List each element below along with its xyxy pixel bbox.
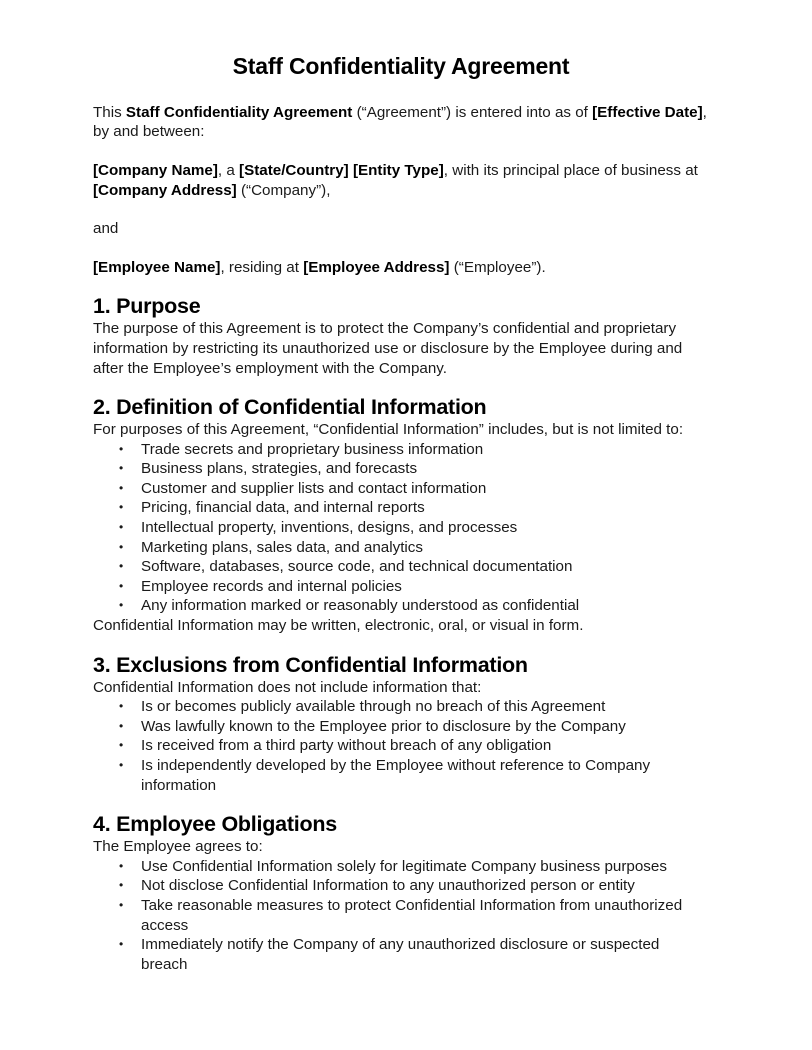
section-heading: 1. Purpose (93, 294, 201, 319)
list-item (93, 717, 709, 737)
intro-prefix: This (93, 103, 126, 121)
list-item-text: Not disclose Confidential Information to any unauthorized person or entity (141, 877, 635, 895)
company-name-placeholder: [Company Name] (93, 161, 218, 179)
section-closing: Confidential Information may be written, electronic, oral, or visual in form. (93, 617, 584, 635)
spacer (93, 142, 709, 161)
bullet-icon: • (119, 699, 124, 714)
list-item (93, 736, 709, 756)
intro-mid: (“Agreement”) is entered into as of (352, 103, 593, 121)
section-body: For purposes of this Agreement, “Confidential Information” includes, but is not limited to: (93, 421, 684, 439)
spacer (93, 239, 709, 258)
list-item (93, 697, 709, 717)
intro-agreement-name: Staff Confidentiality Agreement (125, 103, 353, 121)
list-item-text: Marketing plans, sales data, and analytics (141, 538, 423, 556)
bullet-icon: • (119, 758, 124, 772)
bullet-icon: • (119, 738, 124, 753)
conjunction-line: and (93, 220, 119, 238)
bullet-icon: • (119, 878, 124, 893)
company-mid-1: , a (217, 161, 240, 179)
list-item-text: Immediately notify the Company of any unauthorized disclosure or suspected breach (141, 936, 660, 973)
bullet-icon: • (119, 578, 124, 593)
section-heading: 2. Definition of Confidential Information (93, 395, 487, 420)
bullet-icon: • (119, 520, 124, 535)
spacer (93, 81, 709, 103)
bullet-icon: • (119, 480, 124, 495)
employee-name-placeholder: [Employee Name] (93, 258, 221, 276)
section-heading: 3. Exclusions from Confidential Information (93, 652, 528, 677)
spacer (93, 378, 709, 395)
bullet-list (93, 857, 709, 975)
list-item-text: Was lawfully known to the Employee prior to disclosure by the Company (141, 717, 626, 735)
list-item-text: Pricing, financial data, and internal reports (141, 499, 425, 517)
list-item-text: Is independently developed by the Employee without reference to Company information (141, 757, 651, 794)
intro-effective-date: [Effective Date] (592, 103, 703, 121)
section-purpose (93, 294, 709, 378)
intro-suffix: , by and between: (93, 103, 707, 141)
spacer (93, 200, 709, 219)
list-item (93, 498, 709, 518)
section-body: Confidential Information does not include information that: (93, 678, 482, 696)
bullet-icon: • (119, 937, 124, 952)
spacer (93, 795, 709, 812)
list-item-text: Software, databases, source code, and technical documentation (141, 558, 573, 576)
list-item (93, 756, 709, 795)
company-party-paragraph (93, 161, 709, 200)
bullet-icon: • (119, 500, 124, 515)
section-heading: 4. Employee Obligations (93, 812, 337, 837)
list-item (93, 596, 709, 616)
list-item (93, 857, 709, 877)
list-item-text: Customer and supplier lists and contact information (141, 479, 487, 497)
list-item (93, 896, 709, 935)
list-item (93, 557, 709, 577)
list-item (93, 518, 709, 538)
bullet-list (93, 440, 709, 616)
list-item-text: Any information marked or reasonably understood as confidential (141, 597, 580, 615)
list-item (93, 935, 709, 974)
employee-suffix: (“Employee”). (449, 258, 546, 276)
bullet-icon: • (119, 539, 124, 554)
list-item-text: Use Confidential Information solely for legitimate Company business purposes (141, 857, 667, 875)
list-item-text: Trade secrets and proprietary business information (141, 440, 484, 458)
employee-party-paragraph (93, 258, 709, 278)
section-body: The Employee agrees to: (93, 838, 263, 856)
spacer (93, 277, 709, 294)
section-exclusions (93, 653, 709, 796)
list-item (93, 577, 709, 597)
page-title: Staff Confidentiality Agreement (232, 53, 570, 79)
bullet-icon: • (119, 461, 124, 476)
list-item-text: Employee records and internal policies (141, 577, 402, 595)
bullet-icon: • (119, 441, 124, 456)
section-body: The purpose of this Agreement is to protect the Company’s confidential and proprietary information by restricting its unauthorized use or disclosure by the Employee during and after the Employee’s employment with the Company. (93, 320, 683, 377)
company-address-placeholder: [Company Address] (93, 181, 237, 199)
list-item-text: Is or becomes publicly available through no breach of this Agreement (141, 698, 606, 716)
document-body (93, 0, 709, 974)
spacer (93, 636, 709, 653)
list-item (93, 459, 709, 479)
employee-mid-1: , residing at (220, 258, 304, 276)
bullet-icon: • (119, 718, 124, 733)
list-item-text: Intellectual property, inventions, designs, and processes (141, 519, 518, 537)
bullet-icon: • (119, 897, 124, 912)
list-item (93, 538, 709, 558)
bullet-list (93, 697, 709, 795)
list-item (93, 479, 709, 499)
list-item (93, 876, 709, 896)
employee-address-placeholder: [Employee Address] (303, 258, 450, 276)
bullet-icon: • (119, 598, 124, 613)
state-country-placeholder: [State/Country] (239, 161, 349, 179)
section-obligations (93, 812, 709, 974)
list-item-text: Take reasonable measures to protect Confidential Information from unauthorized access (141, 896, 683, 934)
intro-paragraph (93, 103, 709, 142)
company-mid-3: , with its principal place of business at (443, 161, 698, 179)
section-definition (93, 395, 709, 636)
list-item-text: Business plans, strategies, and forecasts (141, 460, 418, 478)
list-item (93, 440, 709, 460)
entity-type-placeholder: [Entity Type] (352, 161, 444, 179)
list-item-text: Is received from a third party without breach of any obligation (141, 737, 552, 755)
company-suffix: (“Company”), (236, 181, 331, 199)
bullet-icon: • (119, 559, 124, 574)
bullet-icon: • (119, 858, 124, 873)
